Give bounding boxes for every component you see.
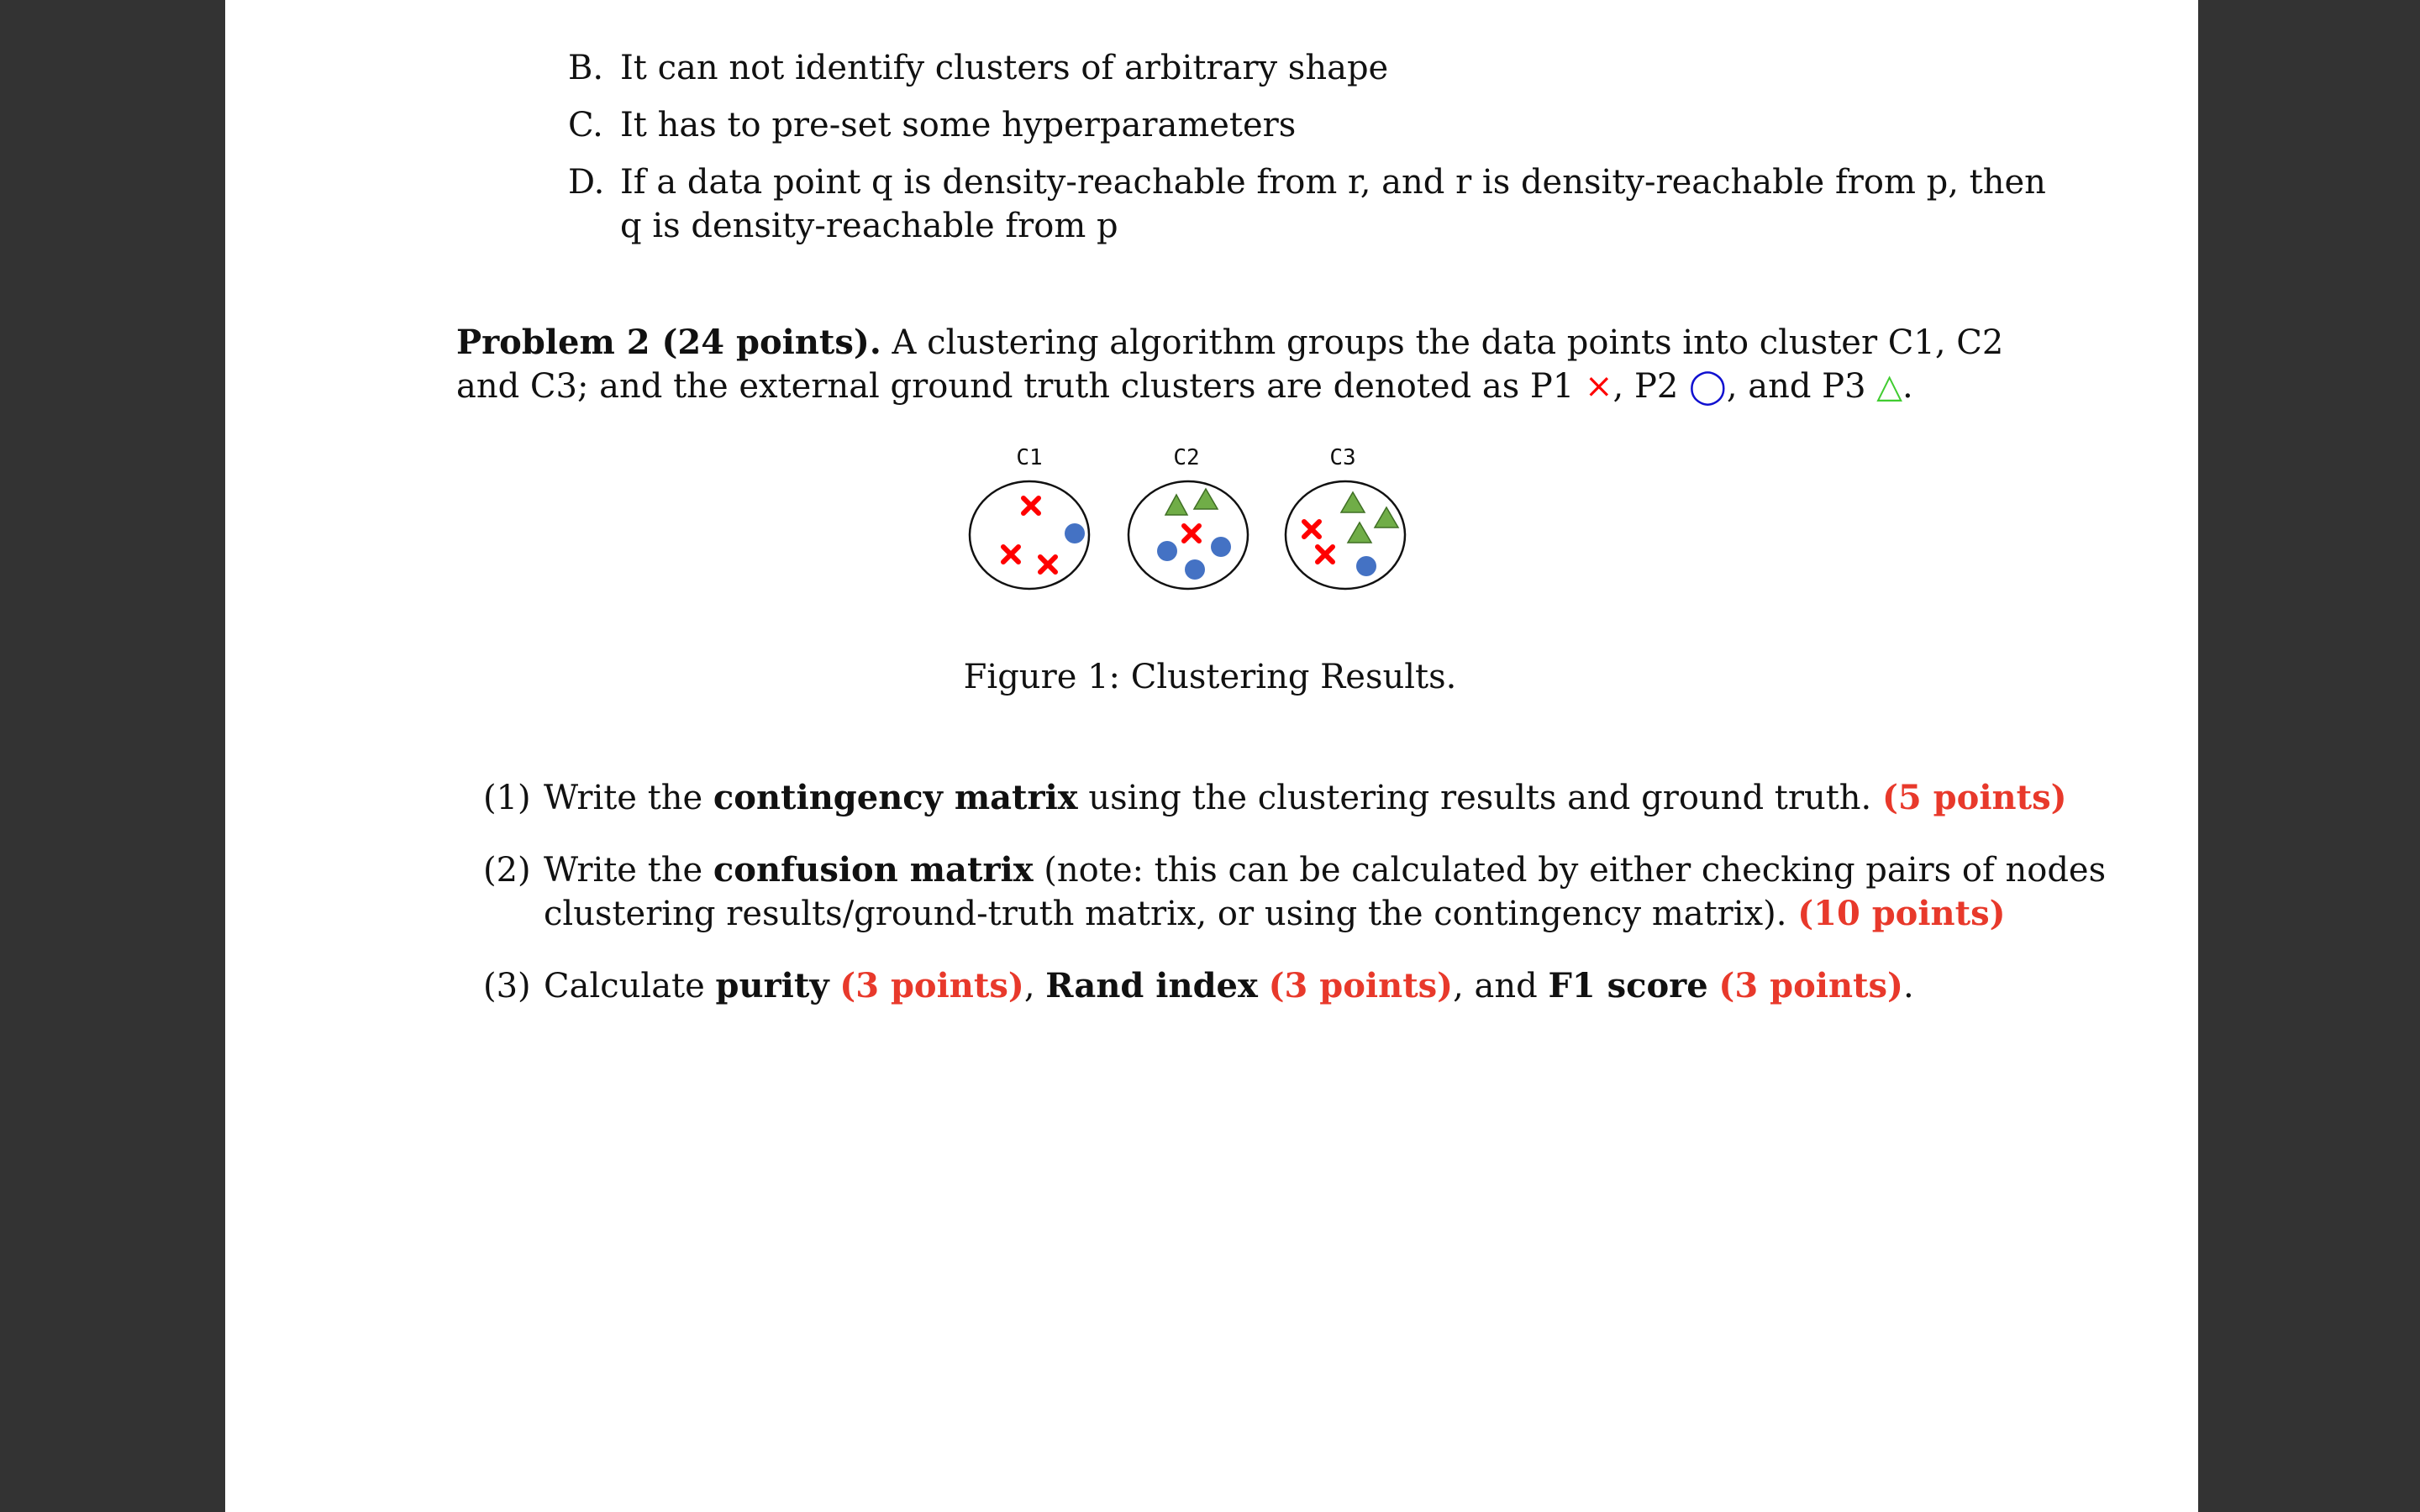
question-number: (2) [483,851,531,890]
option-c [568,103,1296,147]
circle-marker [1185,559,1205,580]
circle-marker [1065,523,1085,543]
circle-marker [1157,541,1177,561]
option-label: C. [568,106,603,144]
question-text: , [1023,967,1046,1005]
option-d-continuation: q is density-reachable from p [620,207,1118,245]
problem-text-3: , P2 [1612,367,1679,406]
x-marker [1304,522,1319,537]
question-text: Write the [544,851,713,890]
points-label: (3 points) [1718,966,1903,1005]
x-marker [1040,557,1055,572]
document-page [225,0,2198,1512]
problem-text-2: and C3; and the external ground truth clusters are denoted as P1 [456,367,1575,406]
question-3 [483,964,1914,1008]
problem-title: Problem 2 (24 points). [456,323,881,362]
problem-paragraph [456,321,2004,408]
problem-text-4: , and P3 [1726,367,1866,406]
option-label: D. [568,163,605,202]
option-text: It can not identify clusters of arbitrary shape [620,49,1389,87]
cluster-label: C1 [1016,445,1043,470]
clustering-figure [958,445,1462,613]
question-keyword: F1 score [1548,966,1708,1005]
points-label: (3 points) [1268,966,1454,1005]
x-marker [1003,547,1018,562]
question-number: (1) [483,779,531,817]
triangle-marker [1375,507,1398,528]
question-number: (3) [483,967,531,1005]
cluster-c3 [1286,445,1405,589]
problem-text-5: . [1902,367,1913,406]
question-text: . [1902,967,1914,1005]
question-keyword: confusion matrix [713,850,1034,890]
question-text: , and [1453,967,1549,1005]
question-keyword: contingency matrix [713,778,1078,817]
cluster-label: C3 [1329,445,1356,470]
question-2 [483,848,2106,892]
question-keyword: Rand index [1045,966,1258,1005]
figure-caption: Figure 1: Clustering Results. [963,658,1457,696]
circle-marker-icon: ◯ [1689,367,1727,406]
circle-marker [1211,537,1231,557]
triangle-marker [1194,489,1218,509]
problem-line-1 [456,321,2004,365]
question-text: (note: this can be calculated by either checking pairs of nodes [1033,851,2107,890]
option-text: It has to pre-set some hyperparameters [620,106,1297,144]
question-text: Calculate [544,967,716,1005]
circle-marker [1356,556,1376,576]
question-text: using the clustering results and ground truth. [1077,779,1882,817]
problem-line-2 [456,365,1918,408]
option-text: If a data point q is density-reachable from r, and r is density-reachable from p, then [620,163,2046,202]
question-text: Write the [544,779,713,817]
triangle-marker [1341,492,1365,512]
points-label: (10 points) [1797,894,2006,933]
problem-text-1: A clustering algorithm groups the data points into cluster C1, C2 [892,323,2004,362]
cluster-c2 [1128,445,1248,589]
option-label: B. [568,49,604,87]
triangle-marker-icon: △ [1876,367,1903,406]
x-marker [1184,526,1199,541]
points-label: (3 points) [839,966,1024,1005]
points-label: (5 points) [1881,778,2067,817]
triangle-marker [1165,495,1187,515]
cluster-label: C2 [1173,445,1200,470]
question-2-continuation [544,892,2006,936]
option-d [568,160,2046,204]
x-marker [1023,498,1039,513]
x-marker-icon: × [1585,367,1613,406]
question-text: clustering results/ground-truth matrix, or using the contingency matrix). [544,895,1798,933]
question-1 [483,776,2067,820]
triangle-marker [1348,522,1371,543]
option-b [568,46,1388,90]
cluster-c1 [970,445,1089,589]
x-marker [1318,547,1333,562]
question-keyword: purity [715,966,829,1005]
